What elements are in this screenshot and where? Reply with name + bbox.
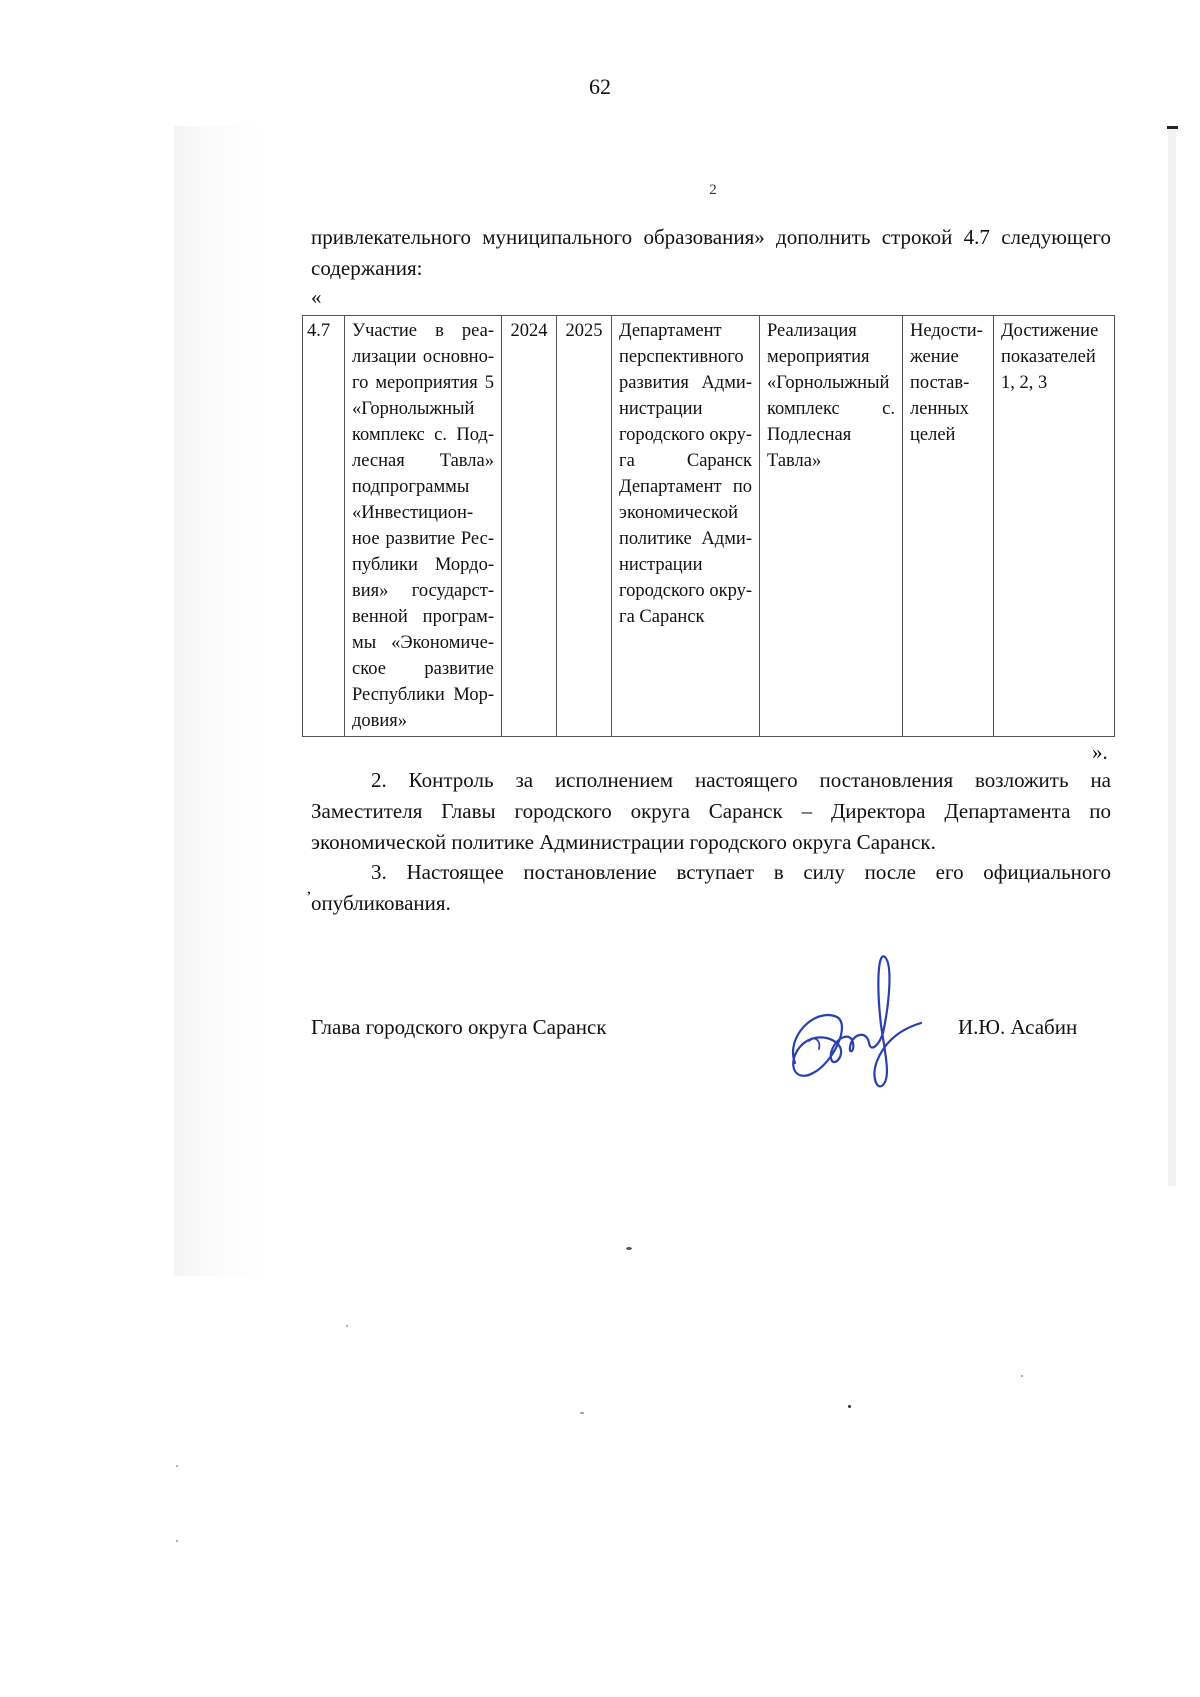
scan-edge-shadow [1168, 126, 1176, 1186]
scan-speck [1021, 1375, 1023, 1377]
table-row [303, 316, 1115, 737]
scan-speck [176, 1465, 178, 1467]
scan-corner-mark [1167, 126, 1178, 129]
margin-tick-mark: , [307, 880, 311, 897]
cell-consequence: Недостижение поставленных целей [903, 316, 994, 737]
scan-speck [346, 1325, 348, 1327]
cell-executor: Департамент перспективного развития Администрации городского округа Саранск Департамент по экономической политике Администрации городского округа Саранск [612, 316, 760, 737]
quote-open: « [311, 285, 322, 309]
scan-speck [848, 1405, 851, 1408]
inner-page-number: 2 [709, 182, 717, 198]
amendment-table [302, 315, 1115, 737]
paragraph-item-3: 3. Настоящее постановление вступает в силу после его официального опубликования. [311, 860, 1111, 915]
cell-expected-result: Реализация мероприятия «Горнолыжный комплекс с. Подлесная Тавла» [760, 316, 903, 737]
intro-paragraph: привлекательного муниципального образования» дополнить строкой 4.7 следующего содержания: [311, 225, 1111, 280]
cell-year-start: 2024 [502, 316, 557, 737]
page-number: 62 [589, 74, 611, 99]
cell-indicator-link: Достижение показателей 1, 2, 3 [994, 316, 1115, 737]
cell-number: 4.7 [303, 316, 345, 737]
signatory-name: И.Ю. Асабин [958, 1015, 1078, 1039]
signatory-position: Глава городского округа Саранск [311, 1015, 607, 1039]
quote-close: ». [1092, 740, 1108, 764]
scan-speck [580, 1412, 584, 1414]
cell-year-end: 2025 [557, 316, 612, 737]
scan-speck [176, 1540, 178, 1542]
paragraph-item-2: 2. Контроль за исполнением настоящего постановления возложить на Заместителя Главы городского округа Саранск – Директора Департамента по экономической политике Администрации городского округа Саранск. [311, 768, 1111, 854]
cell-measure-name: Участие в реализации основного мероприятия 5 «Горнолыжный комплекс с. Подлесная Тавла» подпрограммы «Инвестиционное развитие Республики Мордовия» государственной программы «Экономическое развитие Республики Мордовия» [345, 316, 502, 737]
scan-speck [626, 1247, 632, 1250]
handwritten-signature [785, 945, 925, 1095]
